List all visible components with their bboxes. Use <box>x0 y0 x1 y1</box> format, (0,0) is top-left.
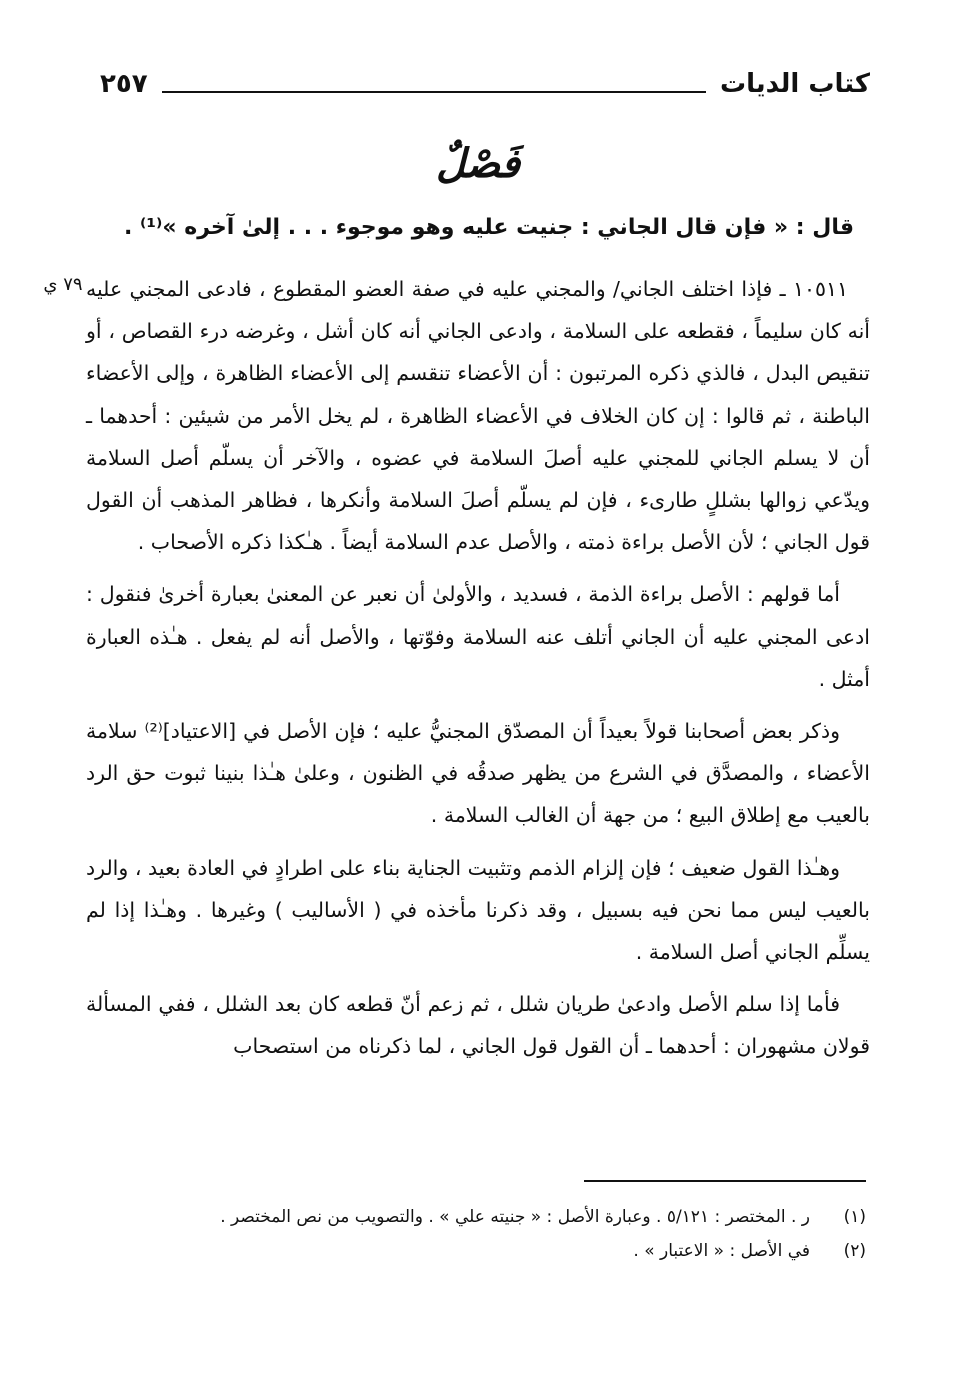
footnote <box>86 1234 866 1268</box>
margin-folio-note: ٧٩ ي <box>43 274 83 295</box>
paragraph: وذكر بعض أصحابنا قولاً بعيداً أن المصدّق المجنيُّ عليه ؛ فإن الأصل في [الاعتياد]⁽²⁾ سلامة الأعضاء ، والمصدَّق في الشرع من يظهر صدقُه في الظنون ، وعلىٰ هـٰذا بنينا ثبوت حق الرد بالعيب مع إطلاق البيع ؛ من جهة أن الغالب السلامة . <box>86 719 870 828</box>
book-title: كتاب الديات <box>719 69 870 99</box>
header-rule <box>162 91 706 93</box>
main-text <box>86 268 870 1068</box>
paragraph: أما قولهم : الأصل براءة الذمة ، فسديد ، والأولىٰ أن نعبر عن المعنىٰ بعبارة أخرىٰ فنقول : ادعى المجني عليه أن الجاني أتلف عنه السلامة وفوّتها ، والأصل أنه لم يفعل . هـٰذه العبارة أمثل . <box>86 582 870 691</box>
footnote-separator <box>584 1180 866 1182</box>
page-number: ٢٥٧ <box>100 69 148 99</box>
running-header <box>100 62 870 106</box>
footnotes <box>86 1200 866 1268</box>
footnote-text: ر . المختصر : ٥/١٢١ . وعبارة الأصل : « جنيته علي » . والتصويب من نص المختصر . <box>220 1207 810 1227</box>
footnote-mark: (٢) <box>843 1241 866 1261</box>
paragraph: وهـٰذا القول ضعيف ؛ فإن إلزام الذمم وتثبيت الجناية بناء على اطرادٍ في العادة بعيد ، والرد بالعيب ليس مما نحن فيه بسبيل ، وقد ذكرنا مأخذه في ( الأساليب ) وغيرها . وهـٰذا إذا لم يسلِّم الجاني أصل السلامة . <box>86 855 870 965</box>
footnote <box>86 1200 866 1234</box>
paragraph: فأما إذا سلم الأصل وادعىٰ طريان شلل ، ثم زعم أنّ قطعه كان بعد الشلل ، ففي المسألة قولان مشهوران : أحدهما ـ أن القول قول الجاني ، لما ذكرناه من استصحاب <box>86 992 870 1059</box>
quoted-text-line: قال : « فإن قال الجاني : جنيت عليه وهو موجوء . . . إلىٰ آخره »⁽¹⁾ . <box>124 215 854 240</box>
footnote-mark: (١) <box>843 1207 866 1227</box>
section-heading: فَصْلٌ <box>435 140 521 187</box>
footnote-text: في الأصل : « الاعتبار » . <box>633 1241 810 1261</box>
paragraph: ١٠٥١١ ـ فإذا اختلف الجاني/ والمجني عليه في صفة العضو المقطوع ، فادعى المجني عليه أنه كان سليماً ، فقطعه على السلامة ، وادعى الجاني أنه كان أشل ، وغرضه درء القصاص ، أو تنقيص البدل ، فالذي ذكره المرتبون : أن الأعضاء تنقسم إلى الأعضاء الظاهرة ، وإلى الأعضاء الباطنة ، ثم قالوا : إن كان الخلاف في الأعضاء الظاهرة ، لم يخل الأمر من شيئين : أحدهما ـ أن لا يسلم الجاني للمجني عليه أصلَ السلامة في عضوه ، والآخر أن يسلّم أصل السلامة ويدّعي زوالها بشللٍ طارىء ، فإن لم يسلّم أصلَ السلامة وأنكرها ، فظاهر المذهب أن القول قول الجاني ؛ لأن الأصل براءة ذمته ، والأصل عدم السلامة أيضاً . هـٰكذا ذكره الأصحاب . <box>86 277 870 555</box>
